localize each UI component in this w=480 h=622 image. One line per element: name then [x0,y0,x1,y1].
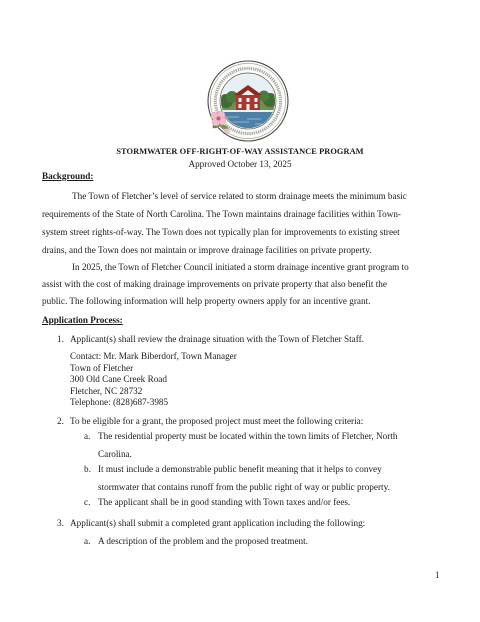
criteria-item-b [84,461,390,496]
paragraph-line: In 2025, the Town of Fletcher Council initiated a storm drainage incentive grant program to [72,261,409,272]
item-line: Carolina. [98,448,132,459]
paragraph-line: drains, and the Town does not maintain or improve drainage facilities on private property. [42,245,372,255]
requirement-item-a [84,535,308,547]
contact-block [70,351,237,409]
contact-street-line: 300 Old Cane Creek Road [70,374,167,385]
paragraph-line: system street rights-of-way. The Town does not typically plan for improvements to existing street [42,227,400,237]
paragraph-line: The Town of Fletcher’s level of service related to storm drainage meets the minimum basic [72,191,407,201]
step-text: To be eligible for a grant, the proposed project must meet the following criteria: [70,416,364,426]
item-text [98,461,390,496]
paragraph-line: public. The following information will help property owners apply for an incentive grant. [42,295,371,306]
approval-date: Approved October 13, 2025 [188,159,292,169]
item-text [98,494,350,512]
step-number: 1. [57,334,64,344]
paragraph-line: requirements of the State of North Carolina. The Town maintains drainage facilities within Town- [42,209,401,219]
item-letter: a. [84,431,91,442]
item-text [98,428,397,463]
item-line: The residential property must be located within the town limits of Fletcher, North [98,431,398,442]
item-letter: a. [84,536,91,546]
item-line: The applicant shall be in good standing with Town taxes and/or fees. [98,497,351,508]
contact-organization-line: Town of Fletcher [70,362,134,373]
item-line: stormwater that contains runoff from the public right of way or public property. [98,481,390,492]
step-number: 2. [57,416,64,426]
item-text [98,535,308,547]
background-heading: Background: [42,171,94,181]
step-text: Applicant(s) shall review the drainage situation with the Town of Fletcher Staff. [70,334,364,344]
criteria-item-a [84,428,397,463]
town-seal-logo [203,59,293,149]
document-title: STORMWATER OFF-RIGHT-OF-WAY ASSISTANCE PROGRAM [116,147,364,156]
step-number: 3. [57,518,64,528]
criteria-item-c [84,494,350,512]
step-2 [57,415,363,427]
item-line: A description of the problem and the proposed treatment. [98,536,308,546]
step-3 [57,517,365,529]
contact-name-line: Contact: Mr. Mark Biberdorf, Town Manager [70,351,237,362]
item-letter: b. [84,464,91,475]
contact-city-line: Fletcher, NC 28732 [70,385,143,396]
background-paragraph-1 [42,187,407,259]
contact-telephone-line: Telephone: (828)687-3985 [70,397,169,408]
background-paragraph-2 [42,259,409,310]
page-number: 1 [435,570,440,580]
step-1 [57,333,364,345]
step-text: Applicant(s) shall submit a completed grant application including the following: [70,518,366,528]
item-line: It must include a demonstrable public benefit meaning that it helps to convey [98,464,382,475]
application-heading: Application Process: [42,315,123,325]
paragraph-line: assist with the cost of making drainage improvements on private property that also benefit the [42,278,387,289]
item-letter: c. [84,497,91,508]
